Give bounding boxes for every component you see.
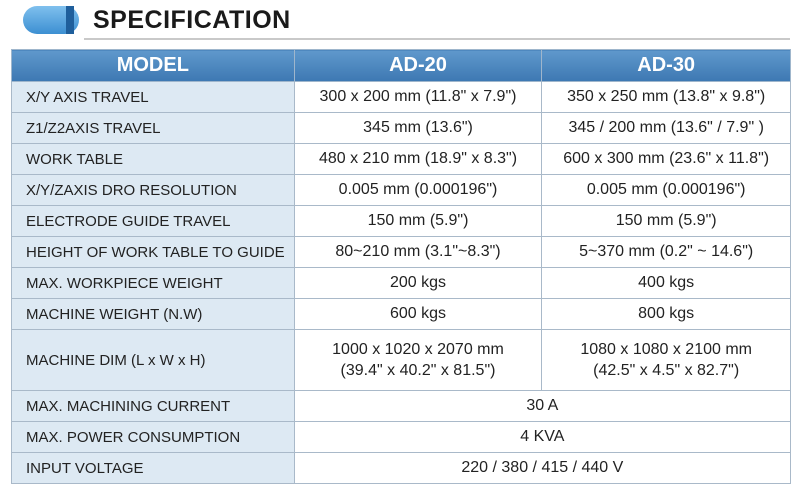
- cell-both: 4 KVA: [294, 422, 790, 453]
- table-row: [12, 453, 791, 484]
- cell-ad20: 200 kgs: [294, 268, 542, 299]
- cell-ad30: [542, 330, 791, 391]
- row-label: MAX. POWER CONSUMPTION: [12, 422, 295, 453]
- table-row: [12, 330, 791, 391]
- row-label: MAX. MACHINING CURRENT: [12, 391, 295, 422]
- header-divider: [84, 38, 790, 40]
- page-title: SPECIFICATION: [93, 6, 291, 34]
- table-row: [12, 237, 791, 268]
- header-accent-notch: [66, 6, 74, 34]
- cell-ad20: 150 mm (5.9"): [294, 206, 542, 237]
- table-row: [12, 175, 791, 206]
- table-row: [12, 113, 791, 144]
- specification-table: [11, 49, 791, 484]
- cell-ad30: 600 x 300 mm (23.6" x 11.8"): [542, 144, 791, 175]
- table-row: [12, 299, 791, 330]
- row-label: HEIGHT OF WORK TABLE TO GUIDE: [12, 237, 295, 268]
- row-label: Z1/Z2AXIS TRAVEL: [12, 113, 295, 144]
- cell-ad30: 150 mm (5.9"): [542, 206, 791, 237]
- cell-ad20: 300 x 200 mm (11.8" x 7.9"): [294, 82, 542, 113]
- row-label: ELECTRODE GUIDE TRAVEL: [12, 206, 295, 237]
- cell-ad30: 350 x 250 mm (13.8" x 9.8"): [542, 82, 791, 113]
- row-label: INPUT VOLTAGE: [12, 453, 295, 484]
- row-label: X/Y/ZAXIS DRO RESOLUTION: [12, 175, 295, 206]
- cell-ad30: 5~370 mm (0.2" ~ 14.6"): [542, 237, 791, 268]
- table-header-row: [12, 50, 791, 82]
- cell-ad30: 345 / 200 mm (13.6" / 7.9" ): [542, 113, 791, 144]
- row-label: MACHINE DIM (L x W x H): [12, 330, 295, 391]
- cell-ad20: 0.005 mm (0.000196"): [294, 175, 542, 206]
- cell-both: 30 A: [294, 391, 790, 422]
- section-header: [0, 0, 800, 42]
- cell-ad20: 80~210 mm (3.1"~8.3"): [294, 237, 542, 268]
- header-accent-bar: [23, 6, 79, 34]
- table-row: [12, 391, 791, 422]
- cell-both: 220 / 380 / 415 / 440 V: [294, 453, 790, 484]
- table-row: [12, 82, 791, 113]
- cell-ad20: 345 mm (13.6"): [294, 113, 542, 144]
- cell-ad30: 800 kgs: [542, 299, 791, 330]
- row-label: WORK TABLE: [12, 144, 295, 175]
- cell-ad20: 600 kgs: [294, 299, 542, 330]
- cell-ad20: 480 x 210 mm (18.9" x 8.3"): [294, 144, 542, 175]
- table-row: [12, 422, 791, 453]
- column-header-ad30: AD-30: [542, 50, 791, 82]
- cell-ad20: [294, 330, 542, 391]
- table-row: [12, 268, 791, 299]
- table-row: [12, 144, 791, 175]
- cell-ad30: 0.005 mm (0.000196"): [542, 175, 791, 206]
- cell-ad30: 400 kgs: [542, 268, 791, 299]
- row-label: MACHINE WEIGHT (N.W): [12, 299, 295, 330]
- row-label: MAX. WORKPIECE WEIGHT: [12, 268, 295, 299]
- cell-line: 1000 x 1020 x 2070 mm: [332, 341, 504, 358]
- row-label: X/Y AXIS TRAVEL: [12, 82, 295, 113]
- cell-line: (42.5" x 4.5" x 82.7"): [593, 362, 740, 379]
- table-row: [12, 206, 791, 237]
- column-header-model: MODEL: [12, 50, 295, 82]
- column-header-ad20: AD-20: [294, 50, 542, 82]
- cell-line: 1080 x 1080 x 2100 mm: [580, 341, 752, 358]
- cell-line: (39.4" x 40.2" x 81.5"): [340, 362, 496, 379]
